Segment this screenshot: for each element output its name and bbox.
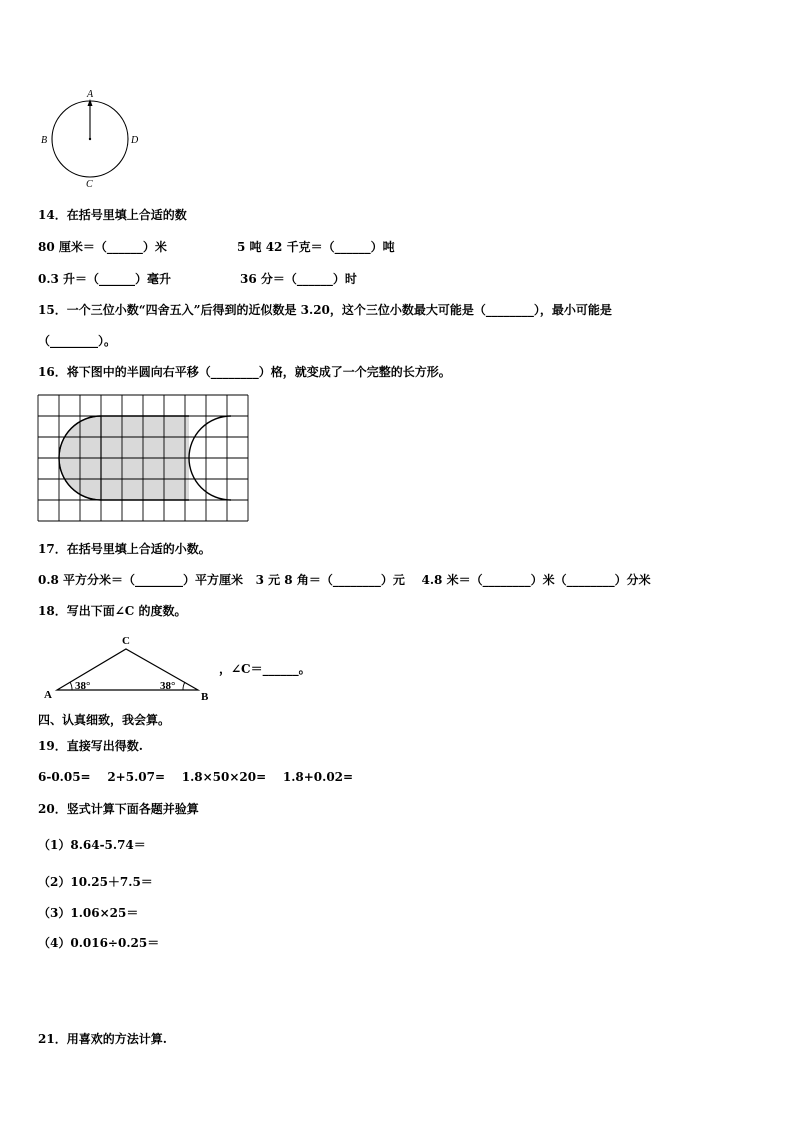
q20-item-3: （3）1.06×25＝ bbox=[38, 906, 139, 920]
center-dot bbox=[89, 138, 91, 140]
q19-title: 19．直接写出得数. bbox=[38, 739, 143, 753]
q14-item-4: 36 分＝（______）时 bbox=[240, 272, 357, 286]
angle-b-label: 38° bbox=[160, 680, 176, 692]
point-a-label: A bbox=[87, 89, 94, 100]
point-d-label: D bbox=[131, 135, 139, 146]
q18-answer: ，∠C＝______。 bbox=[219, 662, 311, 676]
q17-line: 0.8 平方分米＝（________）平方厘米 3 元 8 角＝（________）元 4.8 米＝（________）米（________）分米 bbox=[38, 573, 651, 587]
q16-title: 16．将下图中的半圆向右平移（________）格，就变成了一个完整的长方形。 bbox=[38, 365, 451, 379]
triangle-figure bbox=[40, 632, 215, 706]
arrow-head-icon bbox=[88, 99, 93, 106]
q14-item-2: 5 吨 42 千克＝（______）吨 bbox=[237, 240, 395, 254]
q20-item-1: （1）8.64-5.74＝ bbox=[38, 838, 146, 852]
point-b-label: B bbox=[41, 135, 48, 146]
vertex-a-label: A bbox=[44, 689, 52, 701]
angle-a-label: 38° bbox=[75, 680, 91, 692]
grid-figure bbox=[38, 395, 252, 525]
vertex-b-label: B bbox=[201, 691, 209, 703]
angle-b-arc bbox=[183, 682, 185, 690]
q14-item-3: 0.3 升＝（______）毫升 bbox=[38, 272, 172, 286]
q19-line: 6-0.05= 2+5.07= 1.8×50×20= 1.8+0.02= bbox=[38, 770, 354, 784]
section-4-title: 四、认真细致，我会算。 bbox=[38, 713, 171, 727]
q20-item-4: （4）0.016÷0.25＝ bbox=[38, 936, 160, 950]
q20-title: 20．竖式计算下面各题并验算 bbox=[38, 802, 199, 816]
q18-title: 18．写出下面∠C 的度数。 bbox=[38, 604, 187, 618]
vertex-c-label: C bbox=[122, 635, 130, 647]
grid-lines bbox=[38, 395, 248, 521]
q15-line-1: 15．一个三位小数“四舍五入”后得到的近似数是 3.20，这个三位小数最大可能是（________），最小可能是 bbox=[38, 303, 612, 317]
angle-a-arc bbox=[70, 682, 72, 690]
point-c-label: C bbox=[86, 179, 93, 190]
circle-figure bbox=[38, 86, 148, 191]
q20-item-2: （2）10.25＋7.5＝ bbox=[38, 875, 153, 889]
q14-title: 14．在括号里填上合适的数 bbox=[38, 208, 187, 222]
q21-title: 21．用喜欢的方法计算. bbox=[38, 1032, 167, 1046]
q17-title: 17．在括号里填上合适的小数。 bbox=[38, 542, 211, 556]
q15-line-2: （________）。 bbox=[38, 334, 117, 348]
q14-item-1: 80 厘米＝（______）米 bbox=[38, 240, 167, 254]
